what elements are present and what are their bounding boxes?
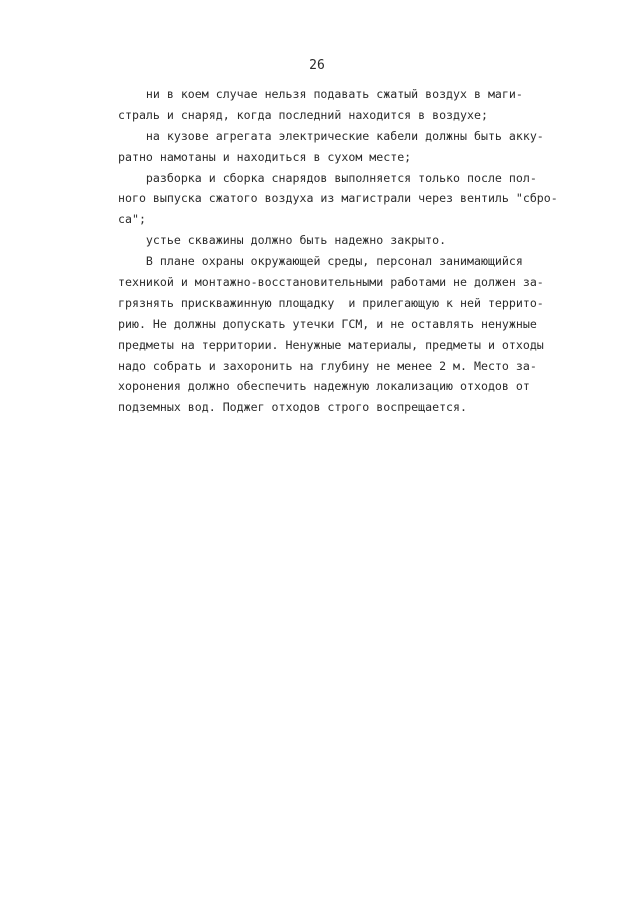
text-line: В плане охраны окружающей среды, персонал занимающийся	[118, 254, 523, 269]
body-text	[118, 84, 588, 418]
text-line: разборка и сборка снарядов выполняется только после пол-	[118, 170, 537, 185]
text-line: ного выпуска сжатого воздуха из магистрали через вентиль "сбро-	[118, 191, 558, 206]
text-line: устье скважины должно быть надежно закрыто.	[118, 233, 447, 248]
text-line: надо собрать и захоронить на глубину не менее 2 м. Место за-	[118, 358, 537, 373]
text-line: са";	[118, 212, 146, 227]
text-line: рию. Не должны допускать утечки ГСМ, и не оставлять ненужные	[118, 316, 537, 331]
text-line: ратно намотаны и находиться в сухом месте;	[118, 149, 412, 164]
text-line: предметы на территории. Ненужные материалы, предметы и отходы	[118, 337, 544, 352]
text-line: на кузове агрегата электрические кабели должны быть акку-	[118, 128, 544, 143]
text-line: техникой и монтажно-восстановительными работами не должен за-	[118, 275, 544, 290]
text-line: ни в коем случае нельзя подавать сжатый воздух в маги-	[118, 87, 523, 101]
page-number: 26	[309, 58, 325, 73]
text-line: грязнять прискважинную площадку и прилегающую к ней террито-	[118, 295, 544, 310]
text-line: хоронения должно обеспечить надежную локализацию отходов от	[118, 379, 530, 394]
text-line: страль и снаряд, когда последний находится в воздухе;	[118, 107, 488, 122]
text-line: подземных вод. Поджег отходов строго воспрещается.	[118, 400, 468, 415]
